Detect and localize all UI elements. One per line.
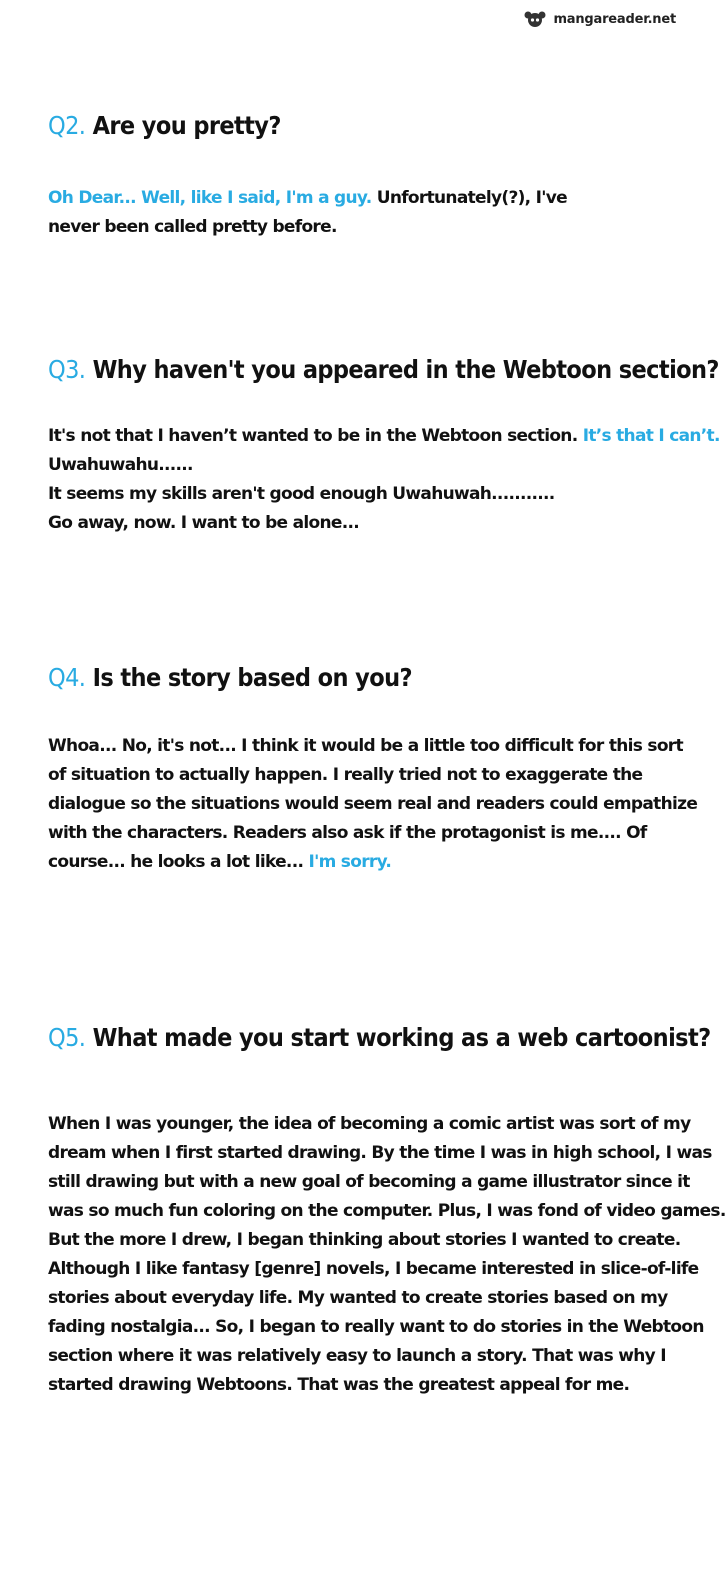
watermark: [521, 10, 676, 28]
answer-line: was so much fun coloring on the computer. Plus, I was fond of video games.: [48, 1201, 726, 1221]
panda-logo-icon: [521, 10, 549, 28]
answer-line: Uwahuwahu......: [48, 455, 193, 475]
answer-line: [48, 184, 670, 213]
question-number: Q4.: [48, 663, 86, 692]
answer-line: still drawing but with a new goal of becoming a game illustrator since it: [48, 1172, 690, 1192]
qa-section-q2: [48, 110, 670, 242]
answer-line: When I was younger, the idea of becoming a comic artist was sort of my: [48, 1114, 691, 1134]
question-heading: [48, 110, 670, 142]
answer-line: never been called pretty before.: [48, 217, 337, 237]
watermark-text: mangareader.net: [553, 11, 676, 27]
answer-highlight: Oh Dear... Well, like I said, I'm a guy.: [48, 188, 372, 208]
question-text: Why haven't you appeared in the Webtoon section?: [92, 355, 719, 384]
question-number: Q2.: [48, 111, 86, 140]
answer-line: stories about everyday life. My wanted to create stories based on my: [48, 1288, 668, 1308]
question-text: Are you pretty?: [92, 111, 281, 140]
answer-segment: Unfortunately(?), I've: [371, 188, 567, 208]
answer-line: of situation to actually happen. I really tried not to exaggerate the: [48, 765, 643, 785]
question-heading: [48, 354, 719, 386]
answer-segment: course... he looks a lot like...: [48, 852, 309, 872]
answer-line: fading nostalgia... So, I began to really want to do stories in the Webtoon: [48, 1317, 704, 1337]
answer-highlight: It’s that I can’t.: [582, 426, 720, 446]
question-heading: [48, 662, 670, 694]
qa-section-q5: [48, 1022, 726, 1400]
answer-line: started drawing Webtoons. That was the greatest appeal for me.: [48, 1375, 630, 1395]
answer-line: Although I like fantasy [genre] novels, I became interested in slice-of-life: [48, 1259, 699, 1279]
question-number: Q5.: [48, 1023, 86, 1052]
answer-segment: It's not that I haven’t wanted to be in the Webtoon section.: [48, 426, 583, 446]
answer-line: dream when I first started drawing. By the time I was in high school, I was: [48, 1143, 712, 1163]
answer-line: But the more I drew, I began thinking about stories I wanted to create.: [48, 1230, 681, 1250]
answer-line: with the characters. Readers also ask if the protagonist is me.... Of: [48, 823, 647, 843]
answer-line: dialogue so the situations would seem real and readers could empathize: [48, 794, 698, 814]
answer-text: [48, 184, 670, 242]
question-text: What made you start working as a web cartoonist?: [92, 1023, 711, 1052]
qa-section-q4: [48, 662, 698, 877]
answer-text: [48, 1110, 726, 1400]
answer-line: Whoa... No, it's not... I think it would be a little too difficult for this sort: [48, 736, 683, 756]
qa-section-q3: [48, 354, 720, 538]
answer-highlight: I'm sorry.: [308, 852, 392, 872]
answer-text: [48, 732, 698, 877]
answer-line: Go away, now. I want to be alone...: [48, 513, 359, 533]
answer-line: section where it was relatively easy to launch a story. That was why I: [48, 1346, 666, 1366]
answer-text: [48, 422, 720, 538]
question-number: Q3.: [48, 355, 86, 384]
question-heading: [48, 1022, 711, 1054]
answer-line: It seems my skills aren't good enough Uwahuwah...........: [48, 484, 555, 504]
answer-line: [48, 848, 670, 877]
answer-line: [48, 422, 720, 451]
question-text: Is the story based on you?: [92, 663, 412, 692]
